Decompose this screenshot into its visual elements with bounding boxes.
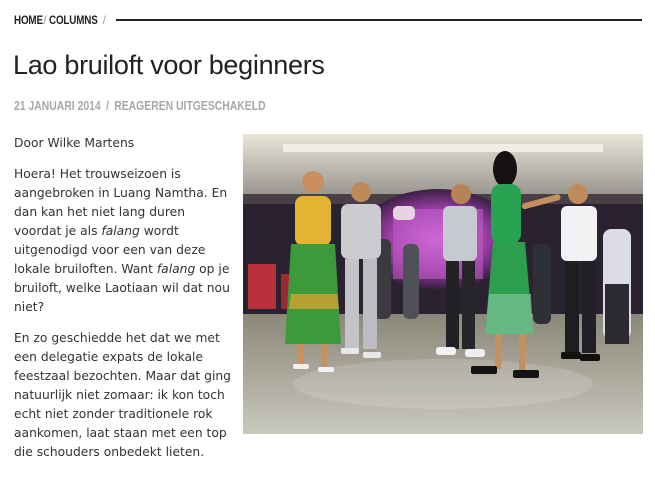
post-date-link[interactable]: 21 JANUARI 2014 <box>14 98 101 113</box>
article-body <box>14 134 236 474</box>
breadcrumb-separator: / <box>43 13 47 27</box>
breadcrumb-separator: / <box>102 13 106 27</box>
paragraph-text: op je bruiloft, welke Laotiaan wil dat nou niet? <box>14 262 230 314</box>
article-byline: Door Wilke Martens <box>14 136 135 150</box>
article-paragraph <box>14 165 236 317</box>
post-meta <box>14 98 266 113</box>
breadcrumb <box>14 11 642 29</box>
wedding-photo <box>243 134 643 434</box>
paragraph-text: Hoera! Het trouwseizoen is aangebroken in Luang Namtha. En dan kan het niet lang duren voordat je als <box>14 167 228 238</box>
page-title: Lao bruiloft voor beginners <box>13 50 325 80</box>
meta-separator: / <box>106 98 109 113</box>
article-paragraph: En zo geschiedde het dat we met een delegatie expats de lokale feestzaal bezochten. Maar dat ging natuurlijk niet zomaar: ik kon toch echt niet zonder traditionele rok aankomen, laat staan met een top die schouders onbedekt lieten. <box>14 331 231 459</box>
emphasis-text: falang <box>156 262 196 276</box>
breadcrumb-columns-link[interactable]: COLUMNS <box>49 13 98 27</box>
paragraph-text: wordt uitgenodigd voor een van deze lokale bruiloften. Want <box>14 224 206 276</box>
breadcrumb-rule <box>116 19 642 21</box>
comments-status: REAGEREN UITGESCHAKELD <box>114 98 266 113</box>
breadcrumb-home-link[interactable]: HOME <box>14 13 43 27</box>
emphasis-text: falang <box>101 224 140 238</box>
